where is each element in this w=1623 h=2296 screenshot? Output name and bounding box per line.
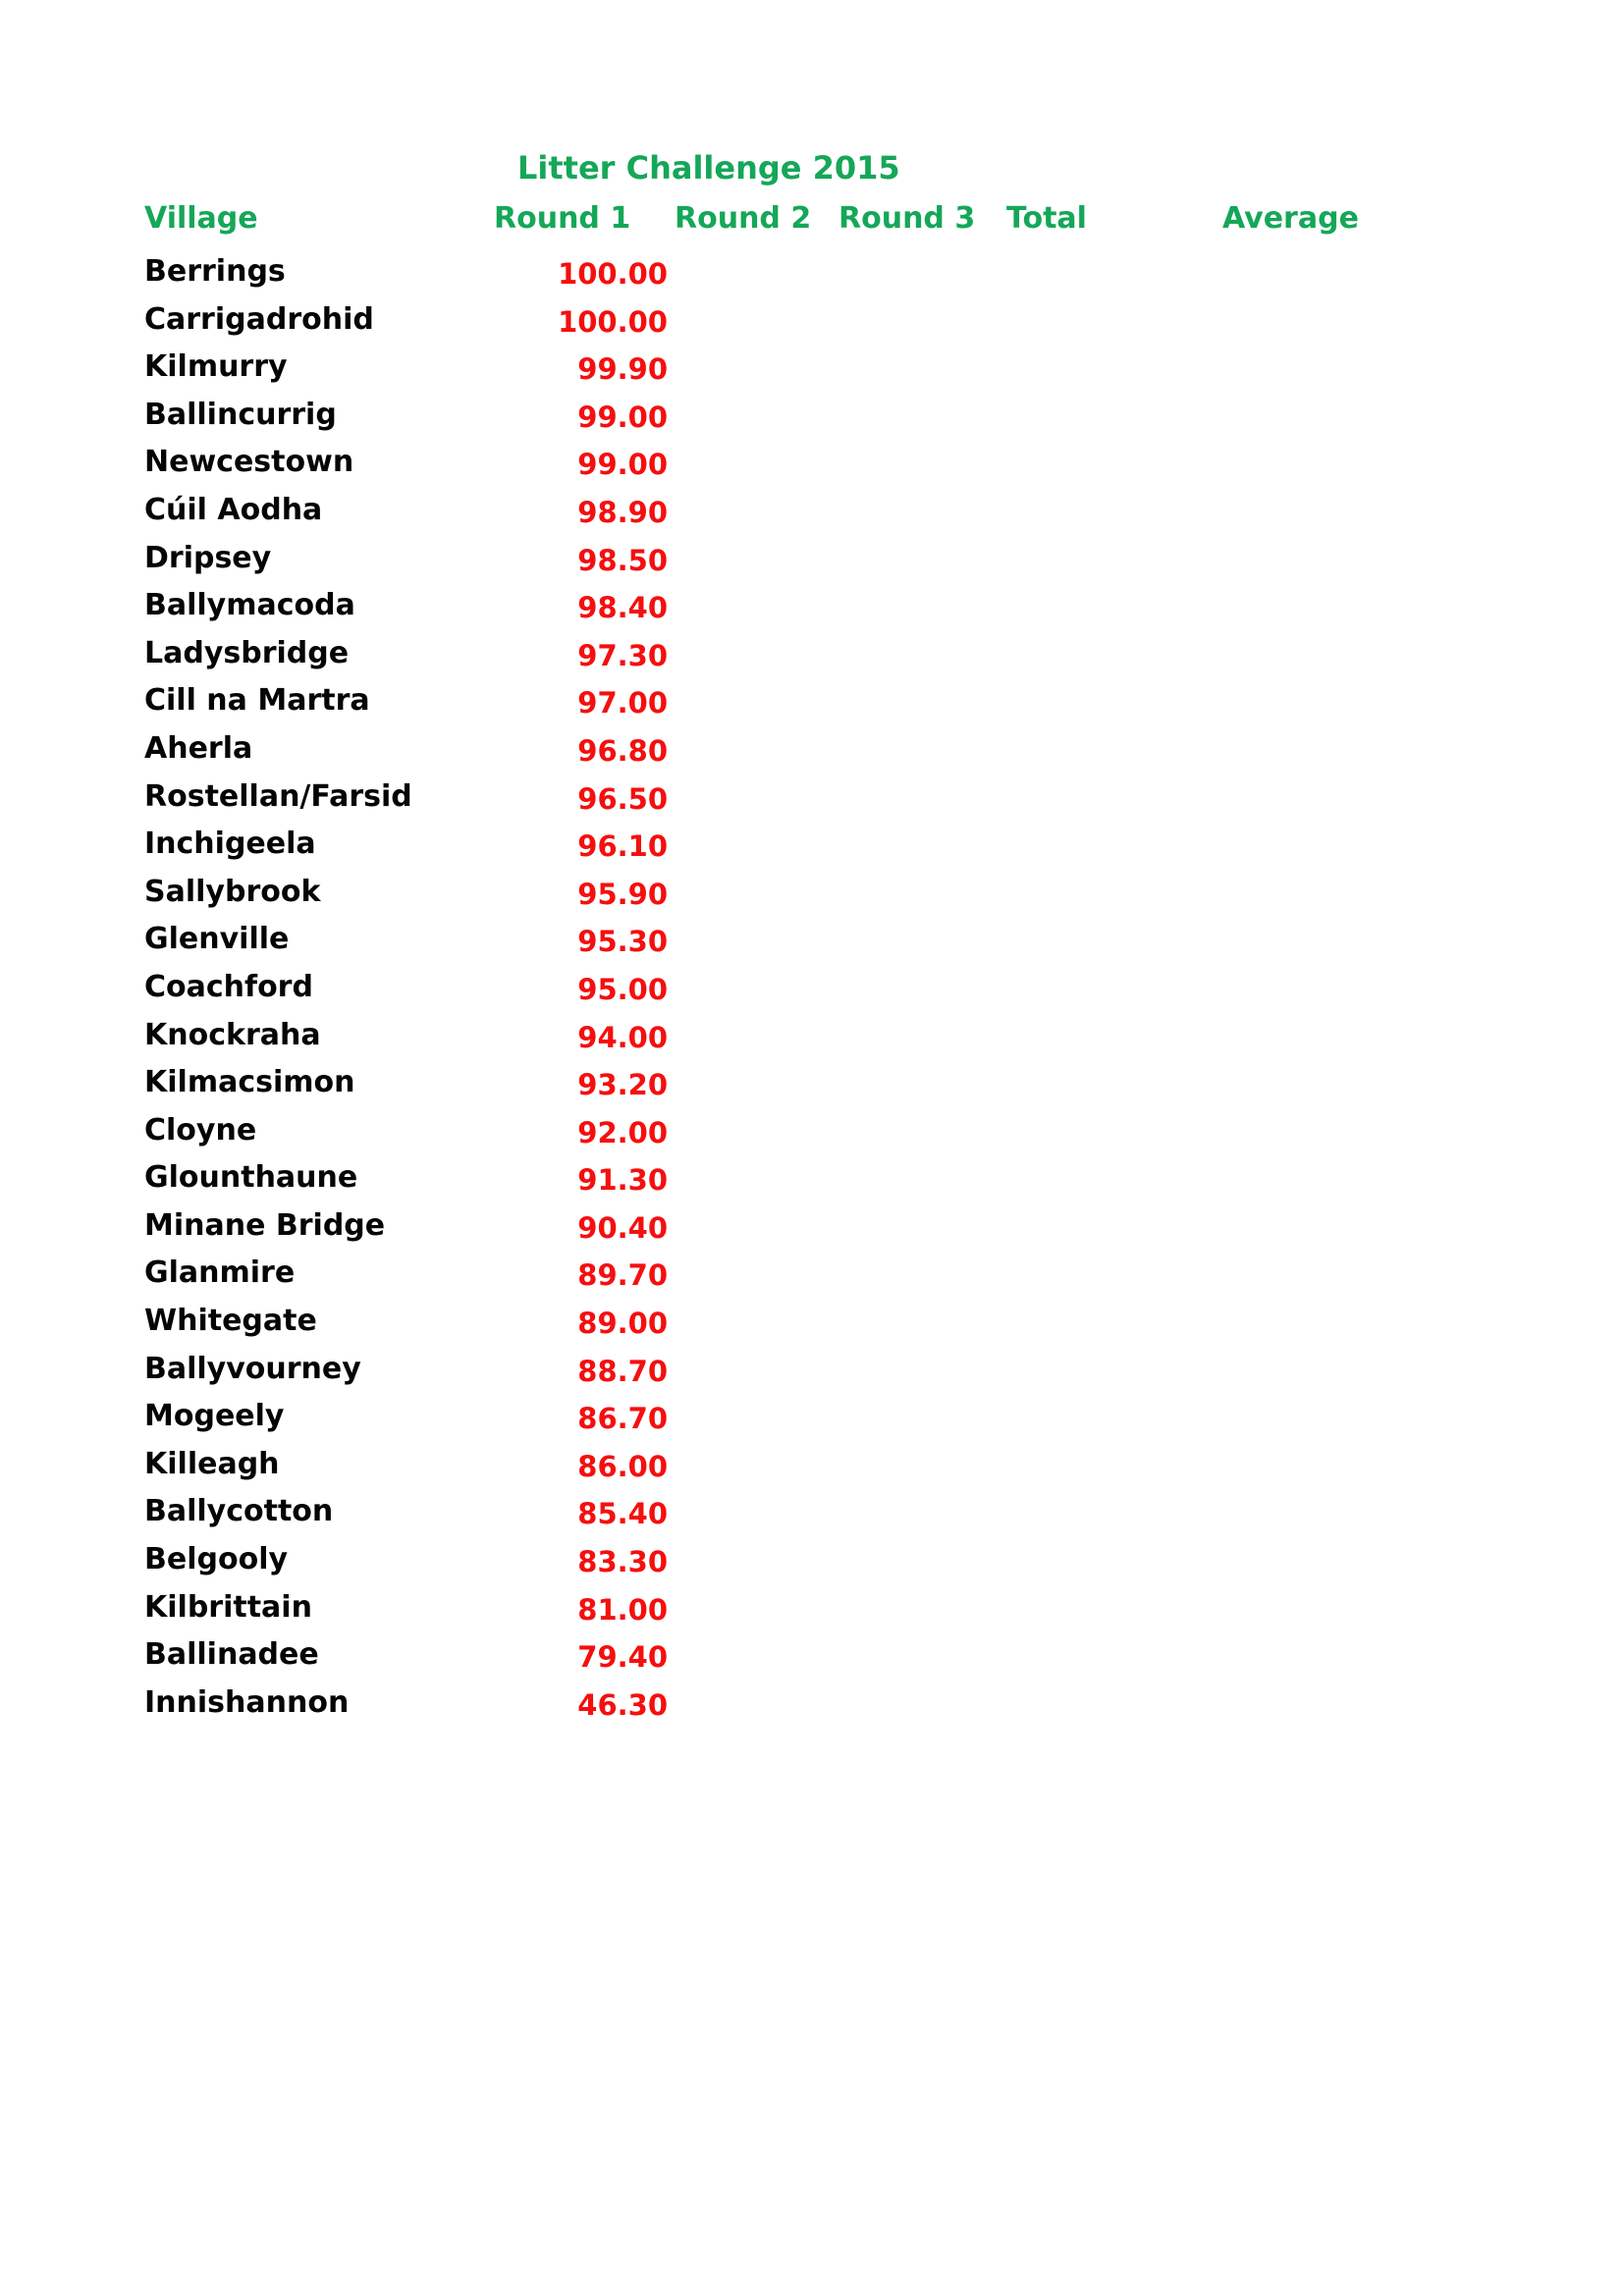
table-row — [0, 1539, 1623, 1587]
round1-value: 99.90 — [577, 352, 668, 387]
village-name: Whitegate — [144, 1304, 317, 1339]
column-header-village: Village — [144, 201, 258, 236]
round1-value: 95.00 — [577, 972, 668, 1006]
village-name: Kilmurry — [144, 349, 288, 385]
table-row — [0, 1491, 1623, 1539]
village-name: Aherla — [144, 730, 253, 766]
village-name: Kilmacsimon — [144, 1065, 355, 1100]
village-name: Glounthaune — [144, 1160, 358, 1196]
table-row — [0, 728, 1623, 776]
table-row — [0, 680, 1623, 728]
column-header-total: Total — [1006, 201, 1087, 236]
round1-value: 97.00 — [577, 686, 668, 721]
village-name: Minane Bridge — [144, 1207, 386, 1243]
village-name: Rostellan/Farsid — [144, 778, 412, 814]
table-row — [0, 299, 1623, 347]
round1-value: 89.00 — [577, 1307, 668, 1341]
village-name: Glenville — [144, 922, 290, 957]
village-name: Ballincurrig — [144, 397, 337, 432]
round1-value: 98.50 — [577, 543, 668, 577]
round1-value: 86.00 — [577, 1449, 668, 1483]
table-row — [0, 1349, 1623, 1397]
round1-value: 89.70 — [577, 1258, 668, 1293]
round1-value: 79.40 — [577, 1640, 668, 1675]
village-name: Innishannon — [144, 1684, 350, 1720]
table-row — [0, 1634, 1623, 1682]
round1-value: 85.40 — [577, 1497, 668, 1531]
village-name: Mogeely — [144, 1399, 285, 1434]
village-name: Ballinadee — [144, 1637, 319, 1673]
round1-value: 96.80 — [577, 733, 668, 768]
village-name: Cúil Aodha — [144, 492, 323, 527]
table-row — [0, 872, 1623, 920]
village-name: Dripsey — [144, 540, 272, 575]
table-row — [0, 395, 1623, 443]
village-name: Glanmire — [144, 1255, 296, 1291]
page-title: Litter Challenge 2015 — [517, 149, 900, 187]
round1-value: 81.00 — [577, 1592, 668, 1627]
round1-value: 96.10 — [577, 829, 668, 864]
column-header-round-2: Round 2 — [675, 201, 812, 236]
table-row — [0, 1444, 1623, 1492]
table-row — [0, 585, 1623, 633]
village-name: Ballymacoda — [144, 588, 355, 623]
table-row — [0, 1587, 1623, 1635]
table-row — [0, 1682, 1623, 1731]
village-name: Cill na Martra — [144, 683, 370, 719]
table-row — [0, 1110, 1623, 1158]
table-row — [0, 776, 1623, 825]
round1-value: 99.00 — [577, 400, 668, 434]
village-name: Coachford — [144, 969, 313, 1004]
table-rows — [0, 251, 1623, 1730]
table-row — [0, 1253, 1623, 1301]
round1-value: 99.00 — [577, 448, 668, 482]
village-name: Cloyne — [144, 1112, 257, 1148]
round1-value: 93.20 — [577, 1068, 668, 1102]
village-name: Berrings — [144, 254, 286, 289]
table-row — [0, 538, 1623, 586]
table-row — [0, 967, 1623, 1015]
round1-value: 98.40 — [577, 591, 668, 625]
table-row — [0, 1301, 1623, 1349]
round1-value: 95.30 — [577, 925, 668, 959]
round1-value: 100.00 — [558, 304, 668, 339]
village-name: Ballyvourney — [144, 1351, 361, 1386]
village-name: Belgooly — [144, 1542, 289, 1577]
village-name: Ladysbridge — [144, 635, 350, 670]
table-row — [0, 633, 1623, 681]
column-header-round-3: Round 3 — [839, 201, 976, 236]
table-row — [0, 251, 1623, 299]
village-name: Newcestown — [144, 445, 354, 480]
table-row — [0, 1015, 1623, 1063]
table-row — [0, 1157, 1623, 1205]
village-name: Inchigeela — [144, 827, 316, 862]
village-name: Sallybrook — [144, 874, 321, 909]
round1-value: 86.70 — [577, 1402, 668, 1436]
round1-value: 96.50 — [577, 781, 668, 816]
village-name: Ballycotton — [144, 1494, 334, 1529]
round1-value: 88.70 — [577, 1354, 668, 1388]
table-row — [0, 824, 1623, 872]
round1-value: 97.30 — [577, 638, 668, 672]
round1-value: 83.30 — [577, 1545, 668, 1579]
round1-value: 46.30 — [577, 1687, 668, 1722]
village-name: Knockraha — [144, 1017, 321, 1052]
column-header-average: Average — [1222, 201, 1359, 236]
round1-value: 100.00 — [558, 257, 668, 291]
round1-value: 90.40 — [577, 1210, 668, 1245]
round1-value: 91.30 — [577, 1163, 668, 1198]
table-row — [0, 1396, 1623, 1444]
round1-value: 94.00 — [577, 1020, 668, 1054]
table-row — [0, 919, 1623, 967]
round1-value: 98.90 — [577, 495, 668, 529]
column-header-round-1: Round 1 — [494, 201, 631, 236]
table-row — [0, 490, 1623, 538]
round1-value: 95.90 — [577, 877, 668, 911]
village-name: Kilbrittain — [144, 1589, 312, 1625]
round1-value: 92.00 — [577, 1115, 668, 1149]
table-row — [0, 1062, 1623, 1110]
table-row — [0, 442, 1623, 490]
table-row — [0, 1205, 1623, 1254]
village-name: Carrigadrohid — [144, 301, 374, 337]
table-row — [0, 347, 1623, 395]
village-name: Killeagh — [144, 1446, 280, 1481]
